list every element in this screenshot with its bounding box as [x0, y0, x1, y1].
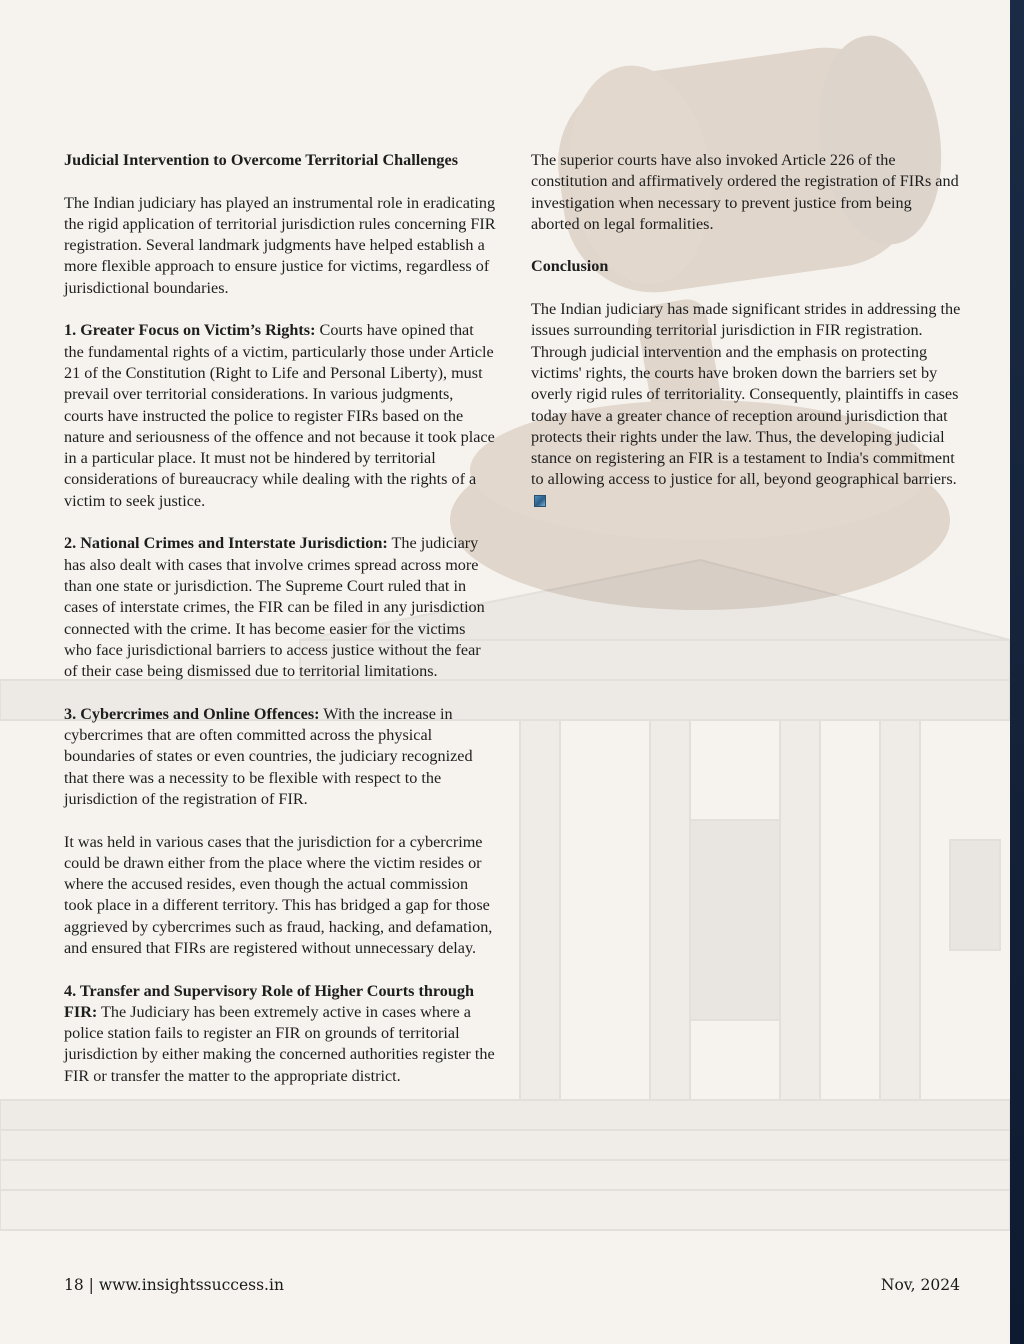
footer-date: Nov, 2024	[880, 1276, 960, 1294]
point-3-title: 3. Cybercrimes and Online Offences:	[64, 704, 320, 723]
point-1-text: Courts have opined that the fundamental rights of a victim, particularly those under Article 21 of the Constitution (Right to Life and Personal Liberty), must prevail over territorial considerations. In various judgments, courts have instructed the police to register FIRs based on the nature and seriousness of the offence and not because it took place in a particular place. It must not be hindered by territorial considerations of bureaucracy while dealing with the rights of a victim to seek justice.	[64, 321, 495, 510]
page-number: 18	[64, 1276, 84, 1294]
website-link[interactable]: www.insightssuccess.in	[98, 1276, 284, 1294]
left-column	[64, 150, 496, 1108]
point-4-text: The Judiciary has been extremely active in cases where a police station fails to register an FIR on grounds of territorial jurisdiction by either making the concerned authorities register the FIR or transfer the matter to the appropriate district.	[64, 1002, 495, 1085]
right-column	[531, 150, 961, 533]
point-2-title: 2. National Crimes and Interstate Jurisdiction:	[64, 534, 388, 553]
intro-paragraph: The Indian judiciary has played an instrumental role in eradicating the rigid application of territorial jurisdiction rules concerning FIR registration. Several landmark judgments have helped establish a more flexible approach to ensure justice for victims, regardless of jurisdictional boundaries.	[64, 193, 496, 297]
point-2-paragraph	[64, 533, 496, 682]
footer-separator: |	[88, 1276, 94, 1294]
page-edge-strip	[1010, 0, 1024, 1344]
point-1-title: 1. Greater Focus on Victim’s Rights:	[64, 321, 316, 340]
point-4-title: 4. Transfer and Supervisory Role of Higher Courts through FIR:	[64, 981, 474, 1021]
end-of-article-icon	[534, 495, 546, 507]
point-3-paragraph	[64, 704, 496, 810]
point-3-followup-paragraph: It was held in various cases that the jurisdiction for a cybercrime could be drawn either from the place where the victim resides or where the accused resides, even though the actual commission took place in a different territory. This has bridged a gap for those aggrieved by cybercrimes such as fraud, hacking, and defamation, and ensured that FIRs are registered without unnecessary delay.	[64, 832, 493, 957]
point-1-paragraph	[64, 320, 496, 512]
footer-left	[64, 1276, 284, 1294]
point-4-paragraph	[64, 981, 496, 1087]
continuation-paragraph: The superior courts have also invoked Article 226 of the constitution and affirmatively ordered the registration of FIRs and investigation when necessary to prevent justice from being aborted on legal formalities.	[531, 151, 959, 233]
point-3-text: With the increase in cybercrimes that are often committed across the physical boundaries of states or even countries, the judiciary recognized that there was a necessity to be flexible with respect to the jurisdiction of the registration of FIR.	[64, 704, 473, 808]
conclusion-paragraph	[531, 299, 961, 512]
conclusion-text: The Indian judiciary has made significant strides in addressing the issues surrounding territorial jurisdiction in FIR registration. Through judicial intervention and the emphasis on protecting victims' rights, the courts have broken down the barriers set by overly rigid rules of territoriality. Consequently, plaintiffs in cases today have a greater chance of reception around jurisdiction that protects their rights under the law. Thus, the developing judicial stance on registering an FIR is a testament to India's commitment to allowing access to justice for all, beyond geographical barriers.	[531, 300, 961, 489]
conclusion-heading: Conclusion	[531, 257, 609, 276]
point-2-text: The judiciary has also dealt with cases that involve crimes spread across more than one state or jurisdiction. The Supreme Court ruled that in cases of interstate crimes, the FIR can be filed in any jurisdiction connected with the crime. It has become easier for the victims who face jurisdictional barriers to access justice without the fear of their case being dismissed due to territorial limitations.	[64, 534, 485, 681]
section-heading: Judicial Intervention to Overcome Territorial Challenges	[64, 151, 458, 169]
